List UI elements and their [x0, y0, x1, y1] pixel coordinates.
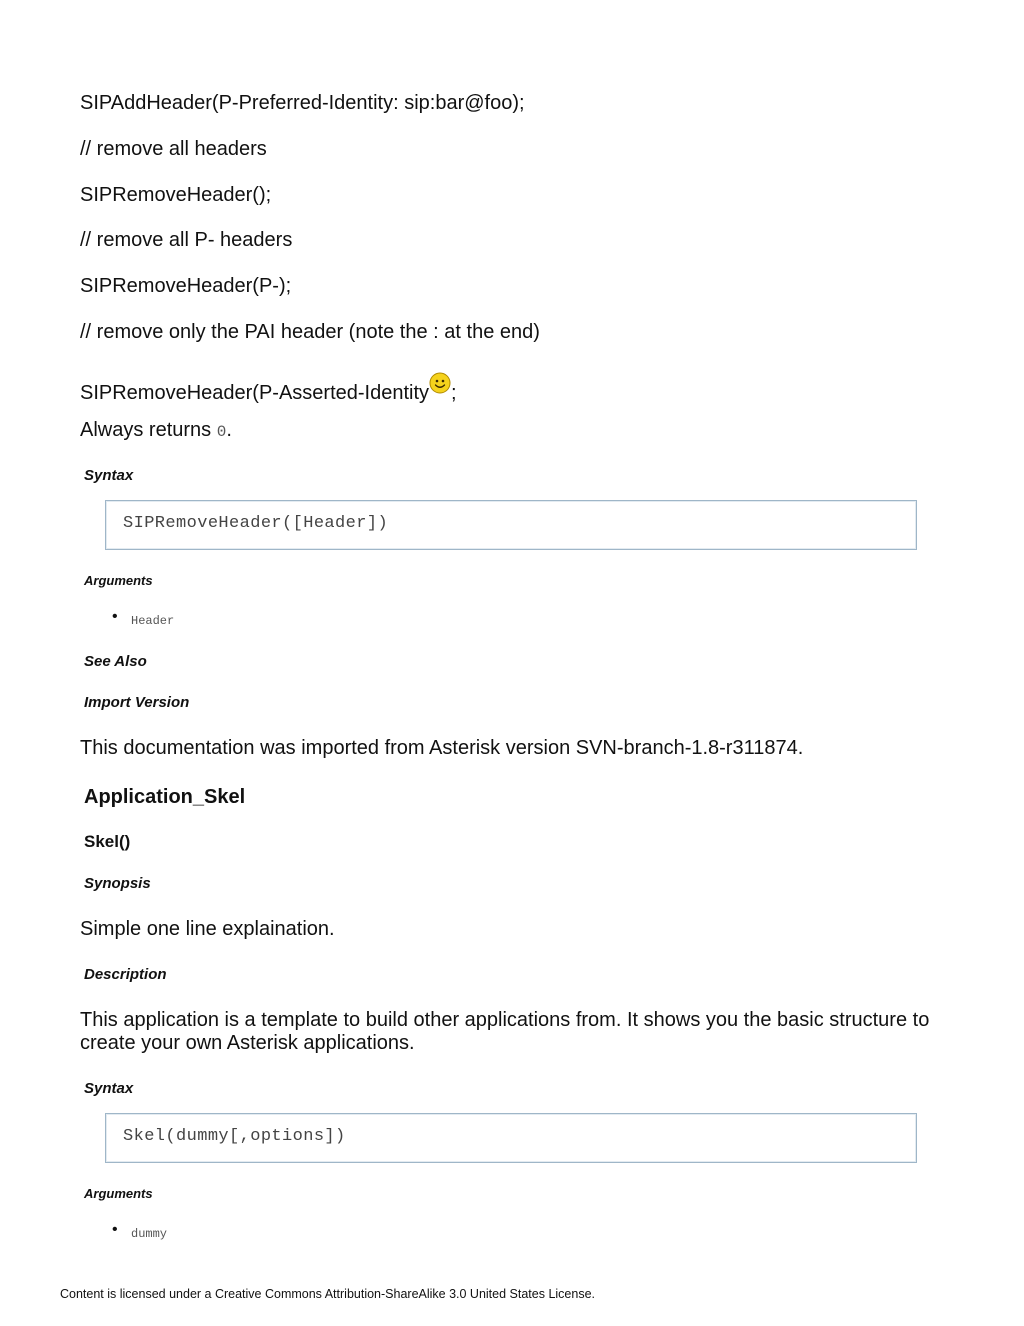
comment-remove-pai: // remove only the PAI header (note the : at the end)	[80, 321, 540, 343]
license-footer: Content is licensed under a Creative Commons Attribution-ShareAlike 3.0 United States License.	[60, 1287, 596, 1301]
function-title: Skel()	[84, 832, 131, 851]
code-line-remove-p: SIPRemoveHeader(P-);	[80, 275, 292, 297]
see-also-heading: See Also	[84, 653, 147, 670]
returns-paragraph	[80, 418, 232, 444]
skel-arguments-heading: Arguments	[84, 1186, 153, 1201]
code-line-remove-all: SIPRemoveHeader();	[80, 184, 272, 206]
comment-remove-p-headers: // remove all P- headers	[80, 229, 293, 251]
bullet-icon: •	[112, 1221, 118, 1238]
returns-text: Always returns	[80, 419, 217, 441]
code-line-remove-pai-text: SIPRemoveHeader(P-Asserted-Identity	[80, 382, 430, 404]
code-line-remove-pai-end: ;	[451, 382, 457, 404]
skel-argument-name: dummy	[131, 1227, 168, 1241]
bullet-icon: •	[112, 608, 118, 625]
returns-value: 0	[216, 423, 227, 441]
description-heading: Description	[84, 966, 167, 983]
syntax-heading: Syntax	[84, 467, 134, 484]
skel-syntax-heading: Syntax	[84, 1080, 134, 1097]
comment-remove-all: // remove all headers	[80, 138, 267, 160]
syntax-code: SIPRemoveHeader([Header])	[123, 514, 389, 533]
code-line-add-header: SIPAddHeader(P-Preferred-Identity: sip:bar@foo);	[80, 92, 525, 114]
skel-syntax-code: Skel(dummy[,options])	[123, 1127, 346, 1146]
description-text: This application is a template to build other applications from. It shows you the basic structure to create your own Asterisk applications.	[80, 1009, 930, 1054]
import-version-heading: Import Version	[84, 694, 190, 711]
syntax-code-box	[105, 500, 917, 550]
section-title: Application_Skel	[84, 786, 246, 808]
synopsis-text: Simple one line explaination.	[80, 918, 335, 940]
returns-suffix: .	[226, 419, 232, 441]
arguments-heading: Arguments	[84, 573, 153, 588]
smiley-emoticon-icon	[429, 372, 451, 394]
argument-name: Header	[131, 614, 175, 628]
synopsis-heading: Synopsis	[84, 875, 151, 892]
skel-syntax-code-box	[105, 1113, 917, 1163]
code-line-remove-pai	[80, 372, 457, 405]
import-version-text: This documentation was imported from Asterisk version SVN-branch-1.8-r311874.	[80, 737, 804, 759]
